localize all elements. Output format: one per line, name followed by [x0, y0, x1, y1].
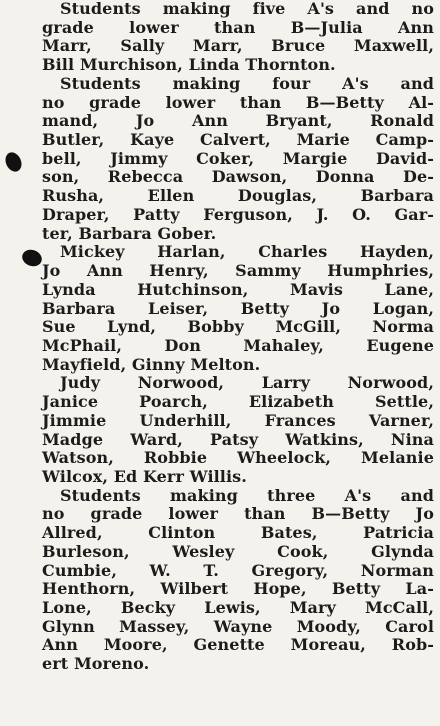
paragraph [42, 75, 434, 487]
ink-smudge-top [2, 150, 24, 174]
text-line: Jimmie Underhill, Frances Varner, [42, 410, 434, 430]
text-line: son, Rebecca Dawson, Donna De- [42, 167, 434, 187]
text-line: grade lower than B—Julia Ann [42, 17, 434, 37]
text-line: Barbara Leiser, Betty Jo Logan, [42, 298, 434, 318]
text-line: bell, Jimmy Coker, Margie David- [42, 148, 434, 168]
text-line: Janice Poarch, Elizabeth Settle, [42, 392, 434, 412]
text-line: mand, Jo Ann Bryant, Ronald [42, 111, 434, 131]
text-line: Mayfield, Ginny Melton. [42, 354, 261, 374]
text-line: Jo Ann Henry, Sammy Humphries, [42, 261, 434, 281]
text-line: Watson, Robbie Wheelock, Melanie [42, 448, 434, 468]
text-line: McPhail, Don Mahaley, Eugene [42, 335, 434, 355]
paragraph [42, 487, 434, 674]
text-line: Mickey Harlan, Charles Hayden, [60, 242, 434, 262]
text-line: Allred, Clinton Bates, Patricia [42, 523, 434, 543]
ink-smudge-bottom [20, 247, 44, 269]
text-line: Lynda Hutchinson, Mavis Lane, [42, 279, 434, 299]
text-line: Burleson, Wesley Cook, Glynda [42, 541, 434, 561]
text-line: Ann Moore, Genette Moreau, Rob- [42, 635, 434, 655]
text-line: Rusha, Ellen Douglas, Barbara [42, 186, 434, 206]
text-line: no grade lower than B—Betty Jo [42, 504, 434, 524]
text-line: Students making four A's and [60, 73, 434, 93]
text-line: Cumbie, W. T. Gregory, Norman [42, 560, 434, 580]
paragraph [42, 0, 434, 75]
text-line: Henthorn, Wilbert Hope, Betty La- [42, 579, 434, 599]
text-line: Students making five A's and no [60, 0, 434, 18]
text-line: ert Moreno. [42, 654, 150, 674]
text-line: Marr, Sally Marr, Bruce Maxwell, [42, 36, 434, 56]
text-line: Judy Norwood, Larry Norwood, [60, 373, 434, 393]
text-line: Students making three A's and [60, 485, 434, 505]
text-line: Lone, Becky Lewis, Mary McCall, [42, 598, 434, 617]
text-line: no grade lower than B—Betty Al- [42, 92, 434, 112]
text-line: Butler, Kaye Calvert, Marie Camp- [42, 130, 434, 150]
text-line: Bill Murchison, Linda Thornton. [42, 55, 336, 75]
text-line: Glynn Massey, Wayne Moody, Carol [42, 616, 434, 636]
text-line: ter, Barbara Gober. [42, 223, 217, 243]
text-line: Wilcox, Ed Kerr Willis. [42, 466, 247, 486]
article-column [42, 0, 434, 674]
text-line: Madge Ward, Patsy Watkins, Nina [42, 429, 434, 449]
text-line: Draper, Patty Ferguson, J. O. Gar- [42, 204, 434, 224]
text-line: Sue Lynd, Bobby McGill, Norma [42, 317, 434, 337]
